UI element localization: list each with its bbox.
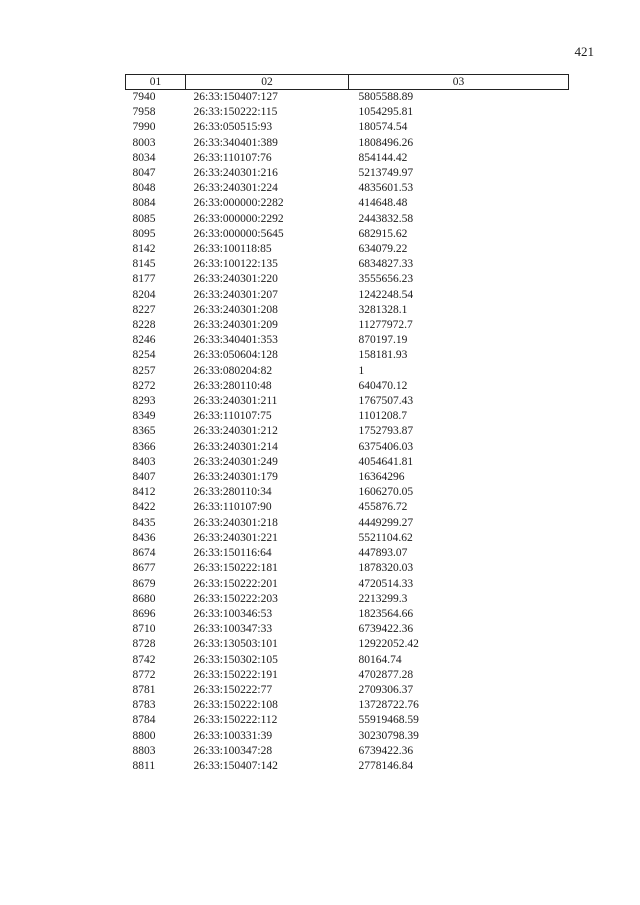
cadastral-number-cell: 26:33:150116:64 <box>193 547 272 560</box>
row-id-cell: 8784 <box>132 714 156 727</box>
row-id-cell: 8228 <box>132 319 156 332</box>
cadastral-number-cell: 26:33:150222:108 <box>193 699 278 712</box>
value-cell: 4702877.28 <box>358 668 414 681</box>
table-row <box>126 105 569 120</box>
value-cell: 455876.72 <box>358 501 408 514</box>
value-cell: 16364296 <box>358 471 405 484</box>
table-row <box>126 531 569 546</box>
table-row <box>126 409 569 424</box>
table-row <box>126 196 569 211</box>
cadastral-number-cell: 26:33:050604:128 <box>193 349 278 362</box>
row-id-cell: 8436 <box>132 531 156 544</box>
table-row <box>126 440 569 455</box>
cadastral-number-cell: 26:33:240301:209 <box>193 319 278 332</box>
value-cell: 2213299.3 <box>358 592 408 605</box>
row-id-cell: 8145 <box>132 258 156 271</box>
cadastral-number-cell: 26:33:150407:127 <box>193 91 278 103</box>
table-row <box>126 90 569 106</box>
value-cell: 682915.62 <box>358 227 408 240</box>
value-cell: 30230798.39 <box>358 729 419 742</box>
cadastral-number-cell: 26:33:100347:28 <box>193 744 273 757</box>
column-header-02: 02 <box>186 75 349 90</box>
value-cell: 1242248.54 <box>358 288 414 301</box>
row-id-cell: 8803 <box>132 744 156 757</box>
cadastral-number-cell: 26:33:110107:75 <box>193 410 272 423</box>
cadastral-number-cell: 26:33:240301:179 <box>193 471 278 484</box>
table-row <box>126 364 569 379</box>
table-row <box>126 637 569 652</box>
row-id-cell: 8272 <box>132 379 156 392</box>
table-row <box>126 379 569 394</box>
row-id-cell: 8412 <box>132 486 156 499</box>
cadastral-number-cell: 26:33:240301:211 <box>193 395 278 408</box>
table-row <box>126 227 569 242</box>
cadastral-number-cell: 26:33:150222:115 <box>193 106 278 119</box>
table-row <box>126 516 569 531</box>
row-id-cell: 8679 <box>132 577 156 590</box>
table-row <box>126 759 569 774</box>
table-row <box>126 333 569 348</box>
row-id-cell: 8048 <box>132 182 156 195</box>
value-cell: 447893.07 <box>358 547 408 560</box>
row-id-cell: 8227 <box>132 303 156 316</box>
value-cell: 854144.42 <box>358 151 408 164</box>
value-cell: 6739422.36 <box>358 744 414 757</box>
cadastral-number-cell: 26:33:150222:201 <box>193 577 278 590</box>
table-row <box>126 303 569 318</box>
value-cell: 2778146.84 <box>358 759 414 772</box>
value-cell: 55919468.59 <box>358 714 419 727</box>
table-row <box>126 348 569 363</box>
row-id-cell: 8800 <box>132 729 156 742</box>
value-cell: 13728722.76 <box>358 699 419 712</box>
table-row <box>126 318 569 333</box>
table-row <box>126 242 569 257</box>
table-row <box>126 470 569 485</box>
value-cell: 1606270.05 <box>358 486 414 499</box>
row-id-cell: 8047 <box>132 167 156 180</box>
table-row <box>126 744 569 759</box>
table-row <box>126 288 569 303</box>
table-row <box>126 500 569 515</box>
cadastral-number-cell: 26:33:050515:93 <box>193 121 273 134</box>
cadastral-number-cell: 26:33:280110:34 <box>193 486 272 499</box>
table-row <box>126 607 569 622</box>
cadastral-number-cell: 26:33:000000:2282 <box>193 197 284 210</box>
row-id-cell: 8435 <box>132 516 156 529</box>
cadastral-number-cell: 26:33:150222:181 <box>193 562 278 575</box>
row-id-cell: 8095 <box>132 227 156 240</box>
table-row <box>126 120 569 135</box>
cadastral-number-cell: 26:33:240301:249 <box>193 455 278 468</box>
value-cell: 5521104.62 <box>358 531 413 544</box>
value-cell: 2443832.58 <box>358 212 414 225</box>
cadastral-number-cell: 26:33:340401:353 <box>193 334 278 347</box>
value-cell: 6375406.03 <box>358 440 414 453</box>
cadastral-number-cell: 26:33:150222:77 <box>193 683 273 696</box>
table-row <box>126 668 569 683</box>
cadastral-number-cell: 26:33:240301:220 <box>193 273 278 286</box>
row-id-cell: 8246 <box>132 334 156 347</box>
cadastral-number-cell: 26:33:240301:214 <box>193 440 278 453</box>
value-cell: 1823564.66 <box>358 607 414 620</box>
row-id-cell: 8204 <box>132 288 156 301</box>
value-cell: 1101208.7 <box>358 410 407 423</box>
row-id-cell: 8293 <box>132 395 156 408</box>
value-cell: 6834827.33 <box>358 258 414 271</box>
row-id-cell: 7940 <box>132 91 156 103</box>
cadastral-number-cell: 26:33:000000:2292 <box>193 212 284 225</box>
row-id-cell: 8365 <box>132 425 156 438</box>
table-row <box>126 713 569 728</box>
row-id-cell: 8254 <box>132 349 156 362</box>
table-row <box>126 212 569 227</box>
table-row <box>126 592 569 607</box>
row-id-cell: 8783 <box>132 699 156 712</box>
value-cell: 11277972.7 <box>358 319 413 332</box>
row-id-cell: 8677 <box>132 562 156 575</box>
value-cell: 2709306.37 <box>358 683 414 696</box>
row-id-cell: 8781 <box>132 683 156 696</box>
row-id-cell: 8366 <box>132 440 156 453</box>
cadastral-number-cell: 26:33:240301:207 <box>193 288 278 301</box>
table-body <box>126 90 569 775</box>
table-row <box>126 561 569 576</box>
value-cell: 870197.19 <box>358 334 408 347</box>
value-cell: 12922052.42 <box>358 638 419 651</box>
value-cell: 80164.74 <box>358 653 402 666</box>
table-row <box>126 546 569 561</box>
cadastral-number-cell: 26:33:150407:142 <box>193 759 278 772</box>
value-cell: 1878320.03 <box>358 562 414 575</box>
value-cell: 5805588.89 <box>358 91 414 103</box>
row-id-cell: 8407 <box>132 471 156 484</box>
table-row <box>126 166 569 181</box>
value-cell: 3555656.23 <box>358 273 414 286</box>
cadastral-number-cell: 26:33:000000:5645 <box>193 227 284 240</box>
value-cell: 1808496.26 <box>358 136 414 149</box>
value-cell: 414648.48 <box>358 197 408 210</box>
cadastral-number-cell: 26:33:240301:216 <box>193 167 278 180</box>
row-id-cell: 8257 <box>132 364 156 377</box>
value-cell: 640470.12 <box>358 379 408 392</box>
table-row <box>126 272 569 287</box>
value-cell: 6739422.36 <box>358 623 414 636</box>
row-id-cell: 8674 <box>132 547 156 560</box>
cadastral-number-cell: 26:33:110107:76 <box>193 151 272 164</box>
table-row <box>126 455 569 470</box>
cadastral-number-cell: 26:33:100122:135 <box>193 258 278 271</box>
row-id-cell: 8696 <box>132 607 156 620</box>
value-cell: 4449299.27 <box>358 516 414 529</box>
table-row <box>126 653 569 668</box>
row-id-cell: 8403 <box>132 455 156 468</box>
table-row <box>126 181 569 196</box>
column-header-03: 03 <box>349 75 569 90</box>
cadastral-number-cell: 26:33:100331:39 <box>193 729 273 742</box>
value-cell: 4720514.33 <box>358 577 414 590</box>
row-id-cell: 8811 <box>132 759 156 772</box>
value-cell: 1752793.87 <box>358 425 414 438</box>
table-row <box>126 424 569 439</box>
row-id-cell: 8142 <box>132 243 156 256</box>
table-row <box>126 698 569 713</box>
row-id-cell: 8422 <box>132 501 156 514</box>
value-cell: 4835601.53 <box>358 182 414 195</box>
cadastral-number-cell: 26:33:150222:203 <box>193 592 278 605</box>
cadastral-number-cell: 26:33:150302:105 <box>193 653 278 666</box>
row-id-cell: 8680 <box>132 592 156 605</box>
row-id-cell: 8003 <box>132 136 156 149</box>
value-cell: 5213749.97 <box>358 167 414 180</box>
cadastral-number-cell: 26:33:340401:389 <box>193 136 278 149</box>
cadastral-number-cell: 26:33:280110:48 <box>193 379 272 392</box>
cadastral-number-cell: 26:33:100347:33 <box>193 623 273 636</box>
row-id-cell: 8084 <box>132 197 156 210</box>
value-cell: 3281328.1 <box>358 303 408 316</box>
row-id-cell: 8034 <box>132 151 156 164</box>
row-id-cell: 8349 <box>132 410 156 423</box>
cadastral-number-cell: 26:33:130503:101 <box>193 638 278 651</box>
table-row <box>126 485 569 500</box>
table-row <box>126 622 569 637</box>
table-row <box>126 394 569 409</box>
table-row <box>126 683 569 698</box>
value-cell: 158181.93 <box>358 349 408 362</box>
cadastral-number-cell: 26:33:110107:90 <box>193 501 272 514</box>
value-cell: 180574.54 <box>358 121 408 134</box>
value-cell: 4054641.81 <box>358 455 414 468</box>
page-number: 421 <box>574 44 594 59</box>
table-row <box>126 729 569 744</box>
cadastral-number-cell: 26:33:240301:224 <box>193 182 278 195</box>
table-row <box>126 151 569 166</box>
cadastral-number-cell: 26:33:100118:85 <box>193 243 272 256</box>
value-cell: 1054295.81 <box>358 106 414 119</box>
row-id-cell: 8742 <box>132 653 156 666</box>
value-cell: 1 <box>358 364 365 377</box>
row-id-cell: 8710 <box>132 623 156 636</box>
cadastral-number-cell: 26:33:240301:221 <box>193 531 278 544</box>
cadastral-number-cell: 26:33:240301:208 <box>193 303 278 316</box>
cadastral-number-cell: 26:33:080204:82 <box>193 364 273 377</box>
column-header-01: 01 <box>126 75 186 90</box>
table-row <box>126 136 569 151</box>
row-id-cell: 7958 <box>132 106 156 119</box>
row-id-cell: 7990 <box>132 121 156 134</box>
data-table <box>125 74 569 774</box>
cadastral-number-cell: 26:33:240301:212 <box>193 425 278 438</box>
cadastral-number-cell: 26:33:150222:191 <box>193 668 278 681</box>
value-cell: 634079.22 <box>358 243 408 256</box>
row-id-cell: 8177 <box>132 273 156 286</box>
cadastral-number-cell: 26:33:240301:218 <box>193 516 278 529</box>
cadastral-number-cell: 26:33:150222:112 <box>193 714 278 727</box>
row-id-cell: 8085 <box>132 212 156 225</box>
row-id-cell: 8772 <box>132 668 156 681</box>
value-cell: 1767507.43 <box>358 395 414 408</box>
table-row <box>126 577 569 592</box>
table-header-row <box>126 75 569 90</box>
cadastral-number-cell: 26:33:100346:53 <box>193 607 273 620</box>
row-id-cell: 8728 <box>132 638 156 651</box>
table-row <box>126 257 569 272</box>
